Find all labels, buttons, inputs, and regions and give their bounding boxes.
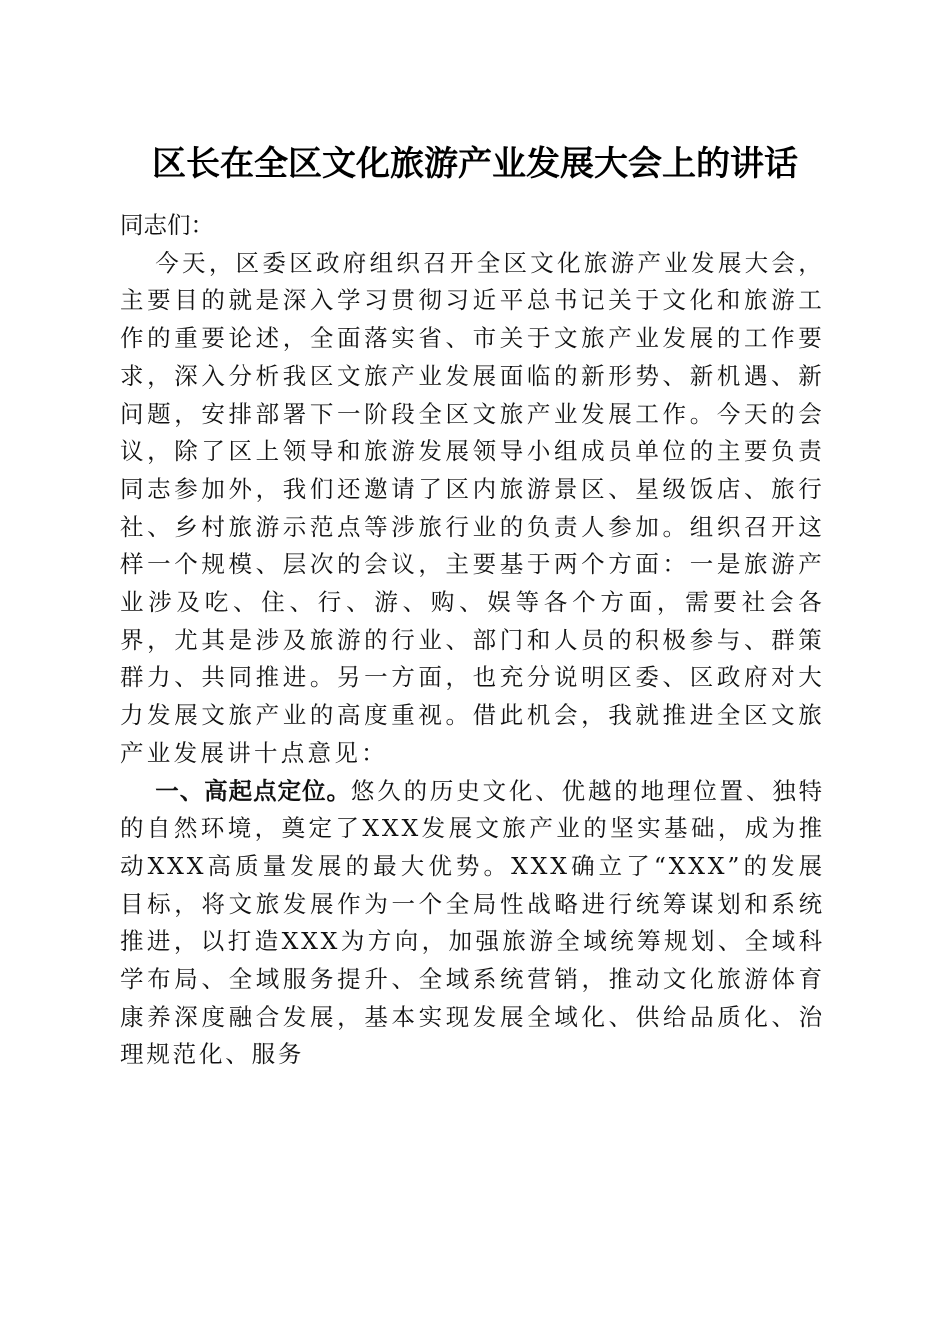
document-body bbox=[120, 207, 825, 1074]
document-title: 区长在全区文化旅游产业发展大会上的讲话 bbox=[152, 144, 798, 184]
section-1-body: 悠久的历史文化、优越的地理位置、独特的自然环境，奠定了XXX发展文旅产业的坚实基础，成为推动XXX高质量发展的最大优势。XXX确立了“XXX”的发展目标，将文旅发展作为一个全局性战略进行统筹谋划和系统推进，以打造XXX为方向，加强旅游全域统筹规划、全域科学布局、全域服务提升、全域系统营销，推动文化旅游体育康养深度融合发展，基本实现发展全域化、供给品质化、治理规范化、服务 bbox=[120, 776, 825, 1069]
paragraph-intro: 今天，区委区政府组织召开全区文化旅游产业发展大会，主要目的就是深入学习贯彻习近平总书记关于文化和旅游工作的重要论述，全面落实省、市关于文旅产业发展的工作要求，深入分析我区文旅产业发展面临的新形势、新机遇、新问题，安排部署下一阶段全区文旅产业发展工作。今天的会议，除了区上领导和旅游发展领导小组成员单位的主要负责同志参加外，我们还邀请了区内旅游景区、星级饭店、旅行社、乡村旅游示范点等涉旅行业的负责人参加。组织召开这样一个规模、层次的会议，主要基于两个方面：一是旅游产业涉及吃、住、行、游、购、娱等各个方面，需要社会各界，尤其是涉及旅游的行业、部门和人员的积极参与、群策群力、共同推进。另一方面，也充分说明区委、区政府对大力发展文旅产业的高度重视。借此机会，我就推进全区文旅产业发展讲十点意见： bbox=[120, 248, 825, 767]
section-1-heading: 一、高起点定位。 bbox=[155, 776, 351, 805]
salutation: 同志们： bbox=[120, 211, 214, 239]
paragraph-section-1 bbox=[120, 773, 825, 1075]
